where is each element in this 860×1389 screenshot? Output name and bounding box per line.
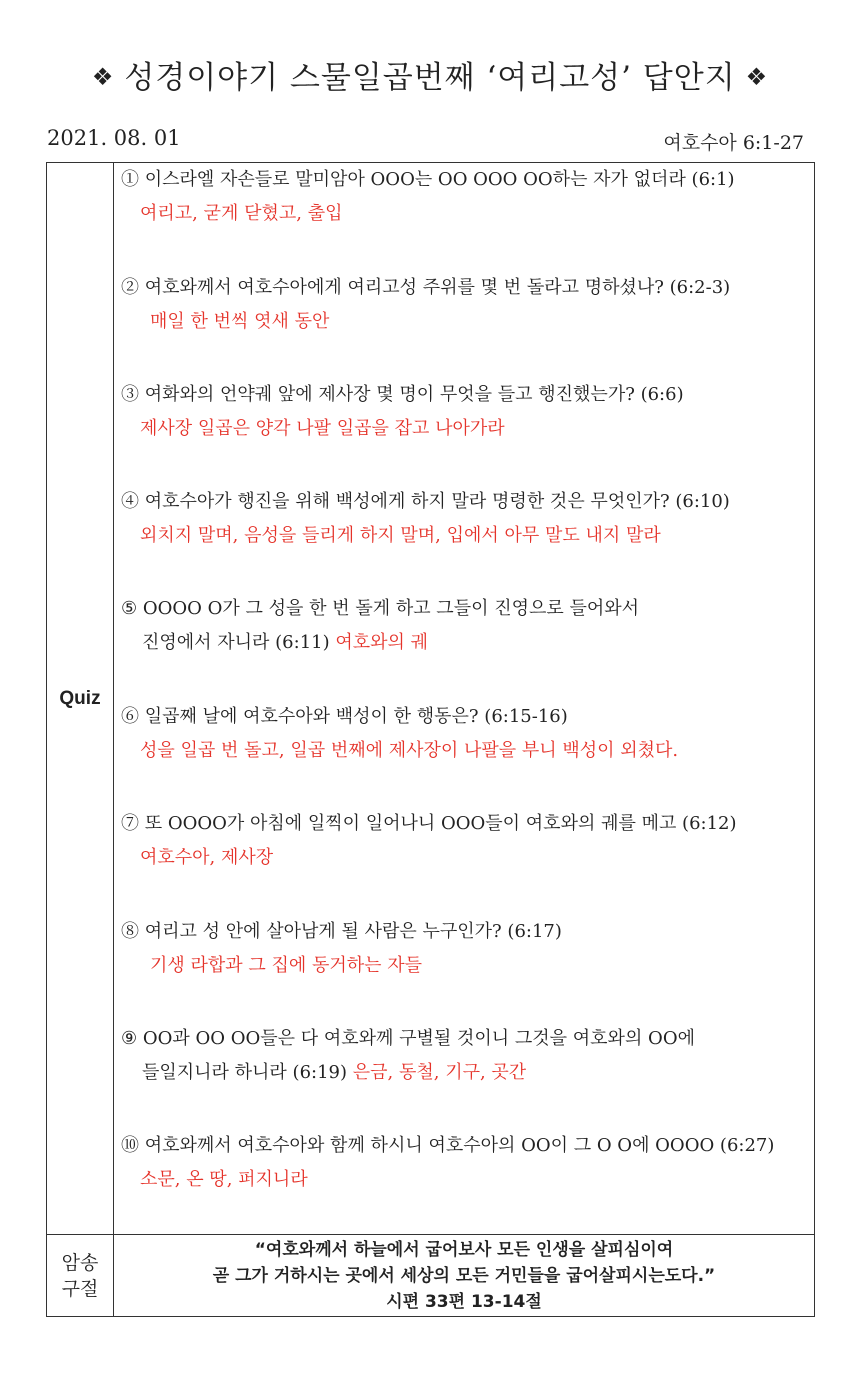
- quiz-item-10: [114, 1129, 814, 1234]
- question: [114, 700, 814, 734]
- item-number: ②: [121, 277, 139, 298]
- answer: 여리고, 굳게 닫혔고, 출입: [140, 203, 343, 224]
- verse-line-1: “여호와께서 하늘에서 굽어보사 모든 인생을 살피심이여: [254, 1240, 674, 1260]
- quiz-item-5: [114, 592, 814, 700]
- question: [114, 1129, 814, 1163]
- answer: 여호수아, 제사장: [140, 847, 274, 868]
- answer: 매일 한 번씩 엿새 동안: [150, 311, 330, 332]
- answer: 은금, 동철, 기구, 곳간: [352, 1062, 527, 1083]
- quiz-content: [114, 163, 815, 1235]
- verse-citation: 시편 33편 13-14절: [386, 1292, 542, 1312]
- question-continuation: [114, 1056, 814, 1090]
- item-number: ①: [121, 169, 139, 190]
- answer: 기생 라합과 그 집에 동거하는 자들: [150, 955, 423, 976]
- quiz-item-7: [114, 807, 814, 915]
- item-number: ⑥: [121, 706, 139, 727]
- question-text: 여리고 성 안에 살아남게 될 사람은 누구인가? (6:17): [144, 921, 562, 942]
- answer: 성을 일곱 번 돌고, 일곱 번째에 제사장이 나팔을 부니 백성이 외쳤다.: [140, 740, 679, 761]
- answer: 제사장 일곱은 양각 나팔 일곱을 잡고 나아가라: [140, 418, 505, 439]
- question: [114, 163, 814, 197]
- verse-line-2: 곧 그가 거하시는 곳에서 세상의 모든 거민들을 굽어살피시는도다.”: [212, 1266, 716, 1286]
- memory-verse-row: [47, 1235, 815, 1317]
- question-text: 이스라엘 자손들로 말미암아 OOO는 OO OOO OO하는 자가 없더라 (6:1): [144, 169, 735, 190]
- answer: 여호와의 궤: [335, 632, 429, 653]
- title-text: 성경이야기 스물일곱번째 ‘여리고성’ 답안지: [124, 60, 736, 96]
- answer: 외치지 말며, 음성을 들리게 하지 말며, 입에서 아무 말도 내지 말라: [140, 525, 661, 546]
- quiz-item-4: [114, 485, 814, 592]
- item-number: ③: [121, 384, 139, 405]
- quiz-label: Quiz: [47, 163, 114, 1235]
- question-text: 여화와의 언약궤 앞에 제사장 몇 명이 무엇을 들고 행진했는가? (6:6): [144, 384, 684, 405]
- memory-verse-text: [114, 1235, 814, 1315]
- answer-sheet-table: [46, 162, 815, 1317]
- question-cont-text: 들일지니라 하니라 (6:19): [142, 1062, 348, 1083]
- answer: 소문, 온 땅, 퍼지니라: [140, 1169, 308, 1190]
- memory-verse-label: [47, 1235, 114, 1317]
- question: [114, 807, 814, 841]
- question: [114, 271, 814, 305]
- quiz-item-9: [114, 1022, 814, 1129]
- memory-verse-label-line1: 암송: [61, 1251, 99, 1274]
- quiz-item-2: [114, 271, 814, 378]
- question-text: 여호수아가 행진을 위해 백성에게 하지 말라 명령한 것은 무엇인가? (6:10): [144, 491, 730, 512]
- memory-verse-label-line2: 구절: [61, 1277, 99, 1300]
- item-number: ⑨: [121, 1028, 138, 1049]
- question-text: OOOO O가 그 성을 한 번 돌게 하고 그들이 진영으로 들어와서: [142, 598, 640, 619]
- question: [114, 378, 814, 412]
- diamond-ornament-icon: ❖: [745, 63, 769, 91]
- question: [114, 1022, 814, 1056]
- item-number: ⑦: [121, 813, 139, 834]
- memory-verse-content: [114, 1235, 815, 1317]
- item-number: ⑧: [121, 921, 139, 942]
- question-text: 일곱째 날에 여호수아와 백성이 한 행동은? (6:15-16): [144, 706, 568, 727]
- quiz-item-6: [114, 700, 814, 807]
- question: [114, 915, 814, 949]
- page-title: [0, 52, 860, 97]
- question-text: OO과 OO OO들은 다 여호와께 구별될 것이니 그것을 여호와의 OO에: [142, 1028, 695, 1049]
- question: [114, 592, 814, 626]
- question-continuation: [114, 626, 814, 660]
- question-cont-text: 진영에서 자니라 (6:11): [142, 632, 330, 653]
- question-text: 여호와께서 여호수아에게 여리고성 주위를 몇 번 돌라고 명하셨나? (6:2-3): [144, 277, 731, 298]
- question-text: 또 OOOO가 아침에 일찍이 일어나니 OOO들이 여호와의 궤를 메고 (6:12): [144, 813, 737, 834]
- quiz-item-3: [114, 378, 814, 485]
- item-number: ⑤: [121, 598, 138, 619]
- question: [114, 485, 814, 519]
- item-number: ⑩: [121, 1135, 139, 1156]
- item-number: ④: [121, 491, 139, 512]
- quiz-item-1: [114, 163, 814, 271]
- quiz-item-8: [114, 915, 814, 1022]
- quiz-row: [47, 163, 815, 1235]
- question-text: 여호와께서 여호수아와 함께 하시니 여호수아의 OO이 그 O O에 OOOO (6:27): [144, 1135, 775, 1156]
- scripture-reference: 여호수아 6:1-27: [663, 132, 804, 154]
- diamond-ornament-icon: ❖: [91, 63, 115, 91]
- date: 2021. 08. 01: [47, 126, 181, 150]
